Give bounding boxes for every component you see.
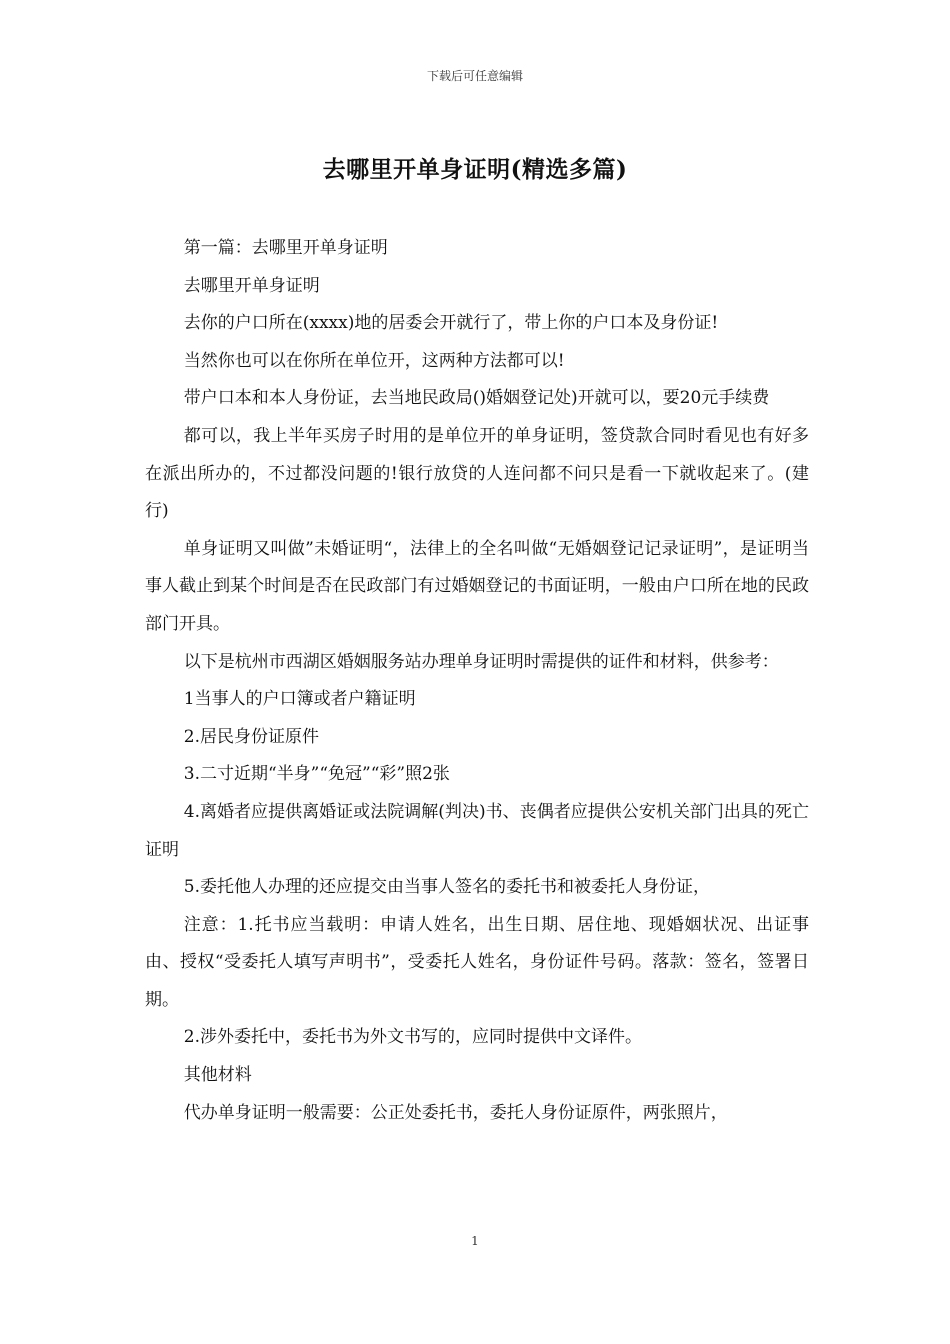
paragraph: 去你的户口所在(xxxx)地的居委会开就行了，带上你的户口本及身份证! [183, 313, 719, 334]
paragraph: 注意：1.托书应当载明：申请人姓名，出生日期、居住地、现婚姻状况、出证事由、授权“受委托人填写声明书”，受委托人姓名，身份证件号码。落款：签名，签署日期。 [145, 914, 809, 1010]
list-item: 1当事人的户口簿或者户籍证明 [183, 689, 416, 710]
section-heading: 其他材料 [183, 1065, 252, 1086]
paragraph: 2.涉外委托中，委托书为外文书写的，应同时提供中文译件。 [183, 1027, 642, 1048]
list-item: 4.离婚者应提供离婚证或法院调解(判决)书、丧偶者应提供公安机关部门出具的死亡证明 [145, 801, 809, 860]
paragraph: 去哪里开单身证明 [183, 275, 320, 296]
list-item: 2.居民身份证原件 [183, 726, 319, 747]
paragraph: 都可以，我上半年买房子时用的是单位开的单身证明，签贷款合同时看见也有好多在派出所办的，不过都没问题的!银行放贷的人连问都不问只是看一下就收起来了。(建行) [145, 425, 809, 522]
paragraph: 第一篇：去哪里开单身证明 [183, 238, 388, 258]
document-title: 去哪里开单身证明(精选多篇) [322, 156, 628, 183]
document-body [145, 230, 809, 1132]
list-item: 5.委托他人办理的还应提交由当事人签名的委托书和被委托人身份证， [183, 877, 710, 898]
list-item: 3.二寸近期“半身”“免冠”“彩”照2张 [183, 764, 450, 785]
paragraph: 代办单身证明一般需要：公正处委托书，委托人身份证原件，两张照片， [183, 1102, 728, 1123]
page-number: 1 [471, 1234, 479, 1248]
header-note: 下载后可任意编辑 [426, 69, 523, 83]
paragraph: 当然你也可以在你所在单位开，这两种方法都可以! [183, 350, 565, 371]
paragraph: 带户口本和本人身份证，去当地民政局()婚姻登记处)开就可以，要20元手续费 [183, 388, 770, 409]
paragraph: 以下是杭州市西湖区婚姻服务站办理单身证明时需提供的证件和材料，供参考： [183, 651, 779, 672]
paragraph: 单身证明又叫做”未婚证明“，法律上的全名叫做“无婚姻登记记录证明”，是证明当事人截止到某个时间是否在民政部门有过婚姻登记的书面证明，一般由户口所在地的民政部门开具。 [145, 538, 809, 634]
